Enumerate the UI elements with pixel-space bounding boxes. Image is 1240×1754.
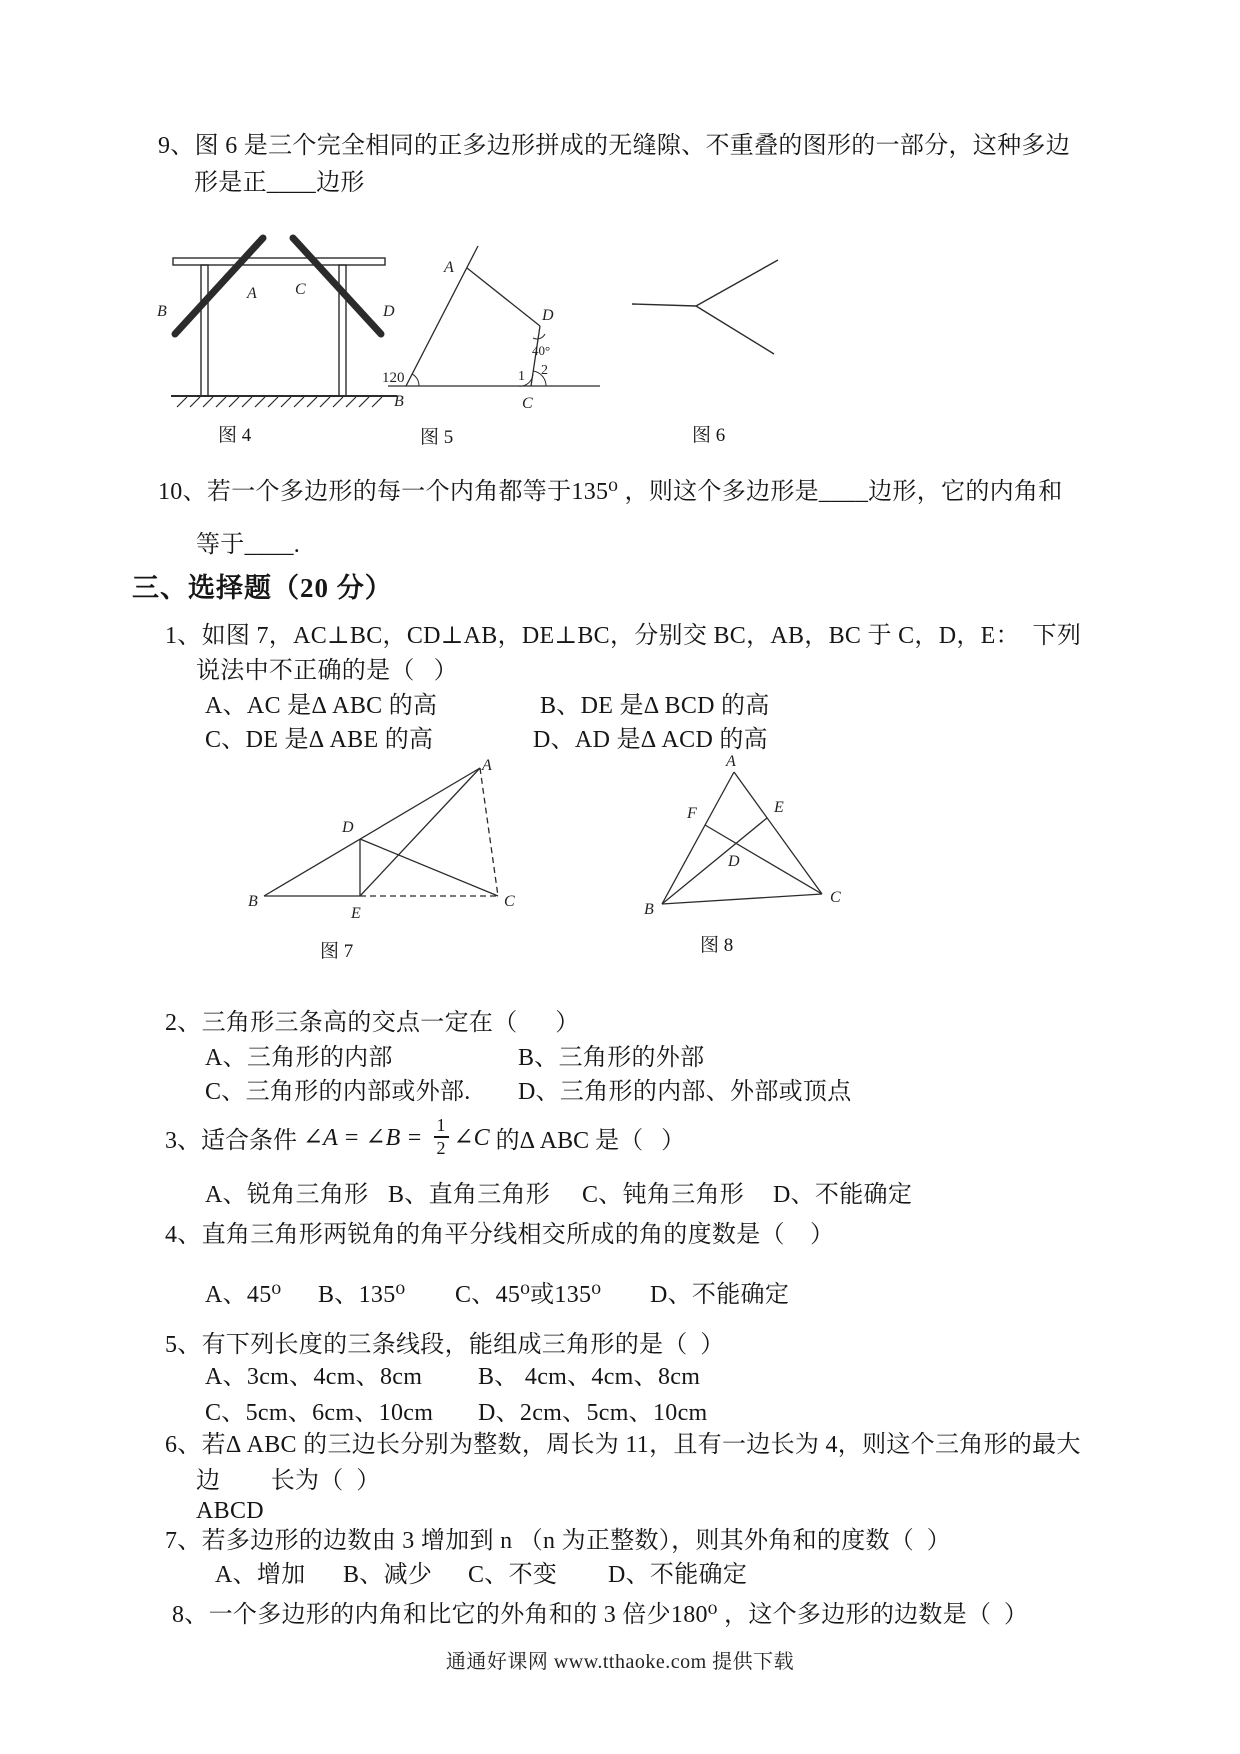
fig4-label-d: D — [383, 303, 395, 320]
fig5-label-b: B — [394, 393, 404, 410]
fig8-label-d: D — [728, 853, 740, 870]
fig5-label-d: D — [542, 307, 554, 324]
fig8-lines — [662, 772, 822, 904]
fig4-frame — [171, 238, 397, 407]
figure-6-caption: 图 6 — [692, 425, 726, 446]
choice-1-line-2: 说法中不正确的是（ ） — [196, 658, 458, 684]
fig5-angle-2: 2 — [541, 363, 548, 378]
choice-3-suffix: 的Δ ABC 是（ ） — [489, 1127, 686, 1154]
fig5-lines — [388, 246, 600, 386]
question-10-line-2: 等于____. — [196, 532, 301, 558]
figure-5-caption: 图 5 — [420, 427, 454, 448]
choice-7-line-1: 7、若多边形的边数由 3 增加到 n （n 为正整数），则其外角和的度数（ ） — [165, 1528, 951, 1554]
figure-4-door-frame — [155, 210, 405, 415]
choice-3-option-c: C、钝角三角形 — [582, 1182, 745, 1208]
figure-7-caption: 图 7 — [320, 941, 354, 962]
choice-3-math-post: ∠C — [453, 1124, 490, 1151]
choice-8-line-1: 8、一个多边形的内角和比它的外角和的 3 倍少180⁰ ，这个多边形的边数是（ ） — [172, 1602, 1029, 1628]
fig8-label-e: E — [774, 799, 784, 816]
fig7-lines — [264, 768, 498, 896]
choice-2-option-c: C、三角形的内部或外部. — [205, 1079, 471, 1105]
fraction-one-half — [434, 1116, 449, 1158]
choice-7-option-a: A、增加 — [215, 1562, 306, 1588]
fig5-angle-40: 40° — [532, 343, 551, 358]
figure-6-partial-polygon — [628, 248, 783, 363]
choice-5-option-d: D、2cm、5cm、10cm — [478, 1400, 708, 1426]
figure-8-triangle-cevians — [642, 754, 842, 929]
choice-7-option-b: B、减少 — [343, 1562, 433, 1588]
fraction-denominator: 2 — [436, 1138, 446, 1158]
choice-3-math-pre: ∠A = ∠B = — [303, 1124, 429, 1151]
choice-6-line-3: ABCD — [196, 1498, 264, 1524]
footer-download-credit: 通通好课网 www.tthaoke.com 提供下载 — [445, 1651, 795, 1673]
choice-1-option-b: B、DE 是Δ BCD 的高 — [540, 693, 770, 719]
choice-4-option-c: C、45⁰或135⁰ — [455, 1282, 602, 1308]
choice-1-option-d: D、AD 是Δ ACD 的高 — [533, 727, 768, 753]
fig7-label-c: C — [504, 893, 515, 910]
choice-3-line-1 — [165, 1106, 685, 1168]
choice-1-line-1: 1、如图 7，AC⊥BC，CD⊥AB，DE⊥BC，分别交 BC，AB，BC 于 C，D，E： 下列 — [165, 623, 1082, 649]
choice-6-line-1: 6、若Δ ABC 的三边长分别为整数，周长为 11，且有一边长为 4，则这个三角形的最大 — [165, 1432, 1081, 1458]
figure-4-caption: 图 4 — [218, 425, 252, 446]
choice-5-option-b: B、 4cm、4cm、8cm — [478, 1364, 701, 1390]
choice-6-line-2: 边 长为（ ） — [196, 1468, 381, 1494]
question-9-line-1: 9、图 6 是三个完全相同的正多边形拼成的无缝隙、不重叠的图形的一部分，这种多边 — [158, 133, 1070, 159]
choice-4-line-1: 4、直角三角形两锐角的角平分线相交所成的角的度数是（ ） — [165, 1222, 835, 1248]
choice-5-line-1: 5、有下列长度的三条线段，能组成三角形的是（ ） — [165, 1332, 725, 1358]
choice-2-option-b: B、三角形的外部 — [518, 1045, 705, 1071]
choice-4-option-a: A、45⁰ — [205, 1282, 282, 1308]
choice-5-option-a: A、3cm、4cm、8cm — [205, 1364, 423, 1390]
fig7-label-e: E — [351, 905, 361, 922]
figure-7-triangle-heights — [248, 756, 538, 931]
choice-7-option-c: C、不变 — [468, 1562, 558, 1588]
fig8-label-a: A — [726, 754, 736, 770]
choice-1-option-c: C、DE 是Δ ABE 的高 — [205, 727, 434, 753]
fraction-numerator: 1 — [436, 1115, 446, 1136]
fig5-label-a: A — [444, 259, 454, 276]
choice-5-option-c: C、5cm、6cm、10cm — [205, 1400, 434, 1426]
choice-2-line-1: 2、三角形三条高的交点一定在（ ） — [165, 1010, 580, 1036]
fig4-label-c: C — [295, 281, 306, 298]
question-10-line-1: 10、若一个多边形的每一个内角都等于135⁰ ，则这个多边形是____边形，它的内角和 — [158, 479, 1063, 505]
fig8-label-b: B — [644, 901, 654, 918]
choice-1-option-a: A、AC 是Δ ABC 的高 — [205, 693, 438, 719]
choice-7-option-d: D、不能确定 — [608, 1562, 748, 1588]
fig4-ground-hatching — [177, 397, 382, 407]
choice-2-option-a: A、三角形的内部 — [205, 1045, 393, 1071]
fig7-label-d: D — [342, 819, 354, 836]
choice-4-option-d: D、不能确定 — [650, 1282, 790, 1308]
choice-3-prefix: 3、适合条件 — [165, 1127, 303, 1154]
fig8-label-c: C — [830, 889, 841, 906]
fig6-lines — [632, 260, 778, 354]
fig5-angle-1: 1 — [518, 369, 525, 384]
choice-3-option-d: D、不能确定 — [773, 1182, 913, 1208]
figure-5-angles — [382, 228, 607, 413]
fig4-label-b: B — [157, 303, 167, 320]
question-9-line-2: 形是正____边形 — [194, 170, 365, 196]
fig7-label-b: B — [248, 893, 258, 910]
fig7-label-a: A — [482, 757, 492, 774]
fig4-label-a: A — [247, 285, 257, 302]
choice-3-option-b: B、直角三角形 — [388, 1182, 551, 1208]
fig5-angle-120: 120 — [382, 370, 405, 386]
figure-8-caption: 图 8 — [700, 935, 734, 956]
fig5-label-c: C — [522, 395, 533, 412]
choice-3-option-a: A、锐角三角形 — [205, 1182, 369, 1208]
choice-2-option-d: D、三角形的内部、外部或顶点 — [518, 1079, 852, 1105]
fig8-label-f: F — [687, 805, 697, 822]
section-3-title: 三、选择题（20 分） — [132, 573, 393, 603]
choice-4-option-b: B、135⁰ — [318, 1282, 406, 1308]
